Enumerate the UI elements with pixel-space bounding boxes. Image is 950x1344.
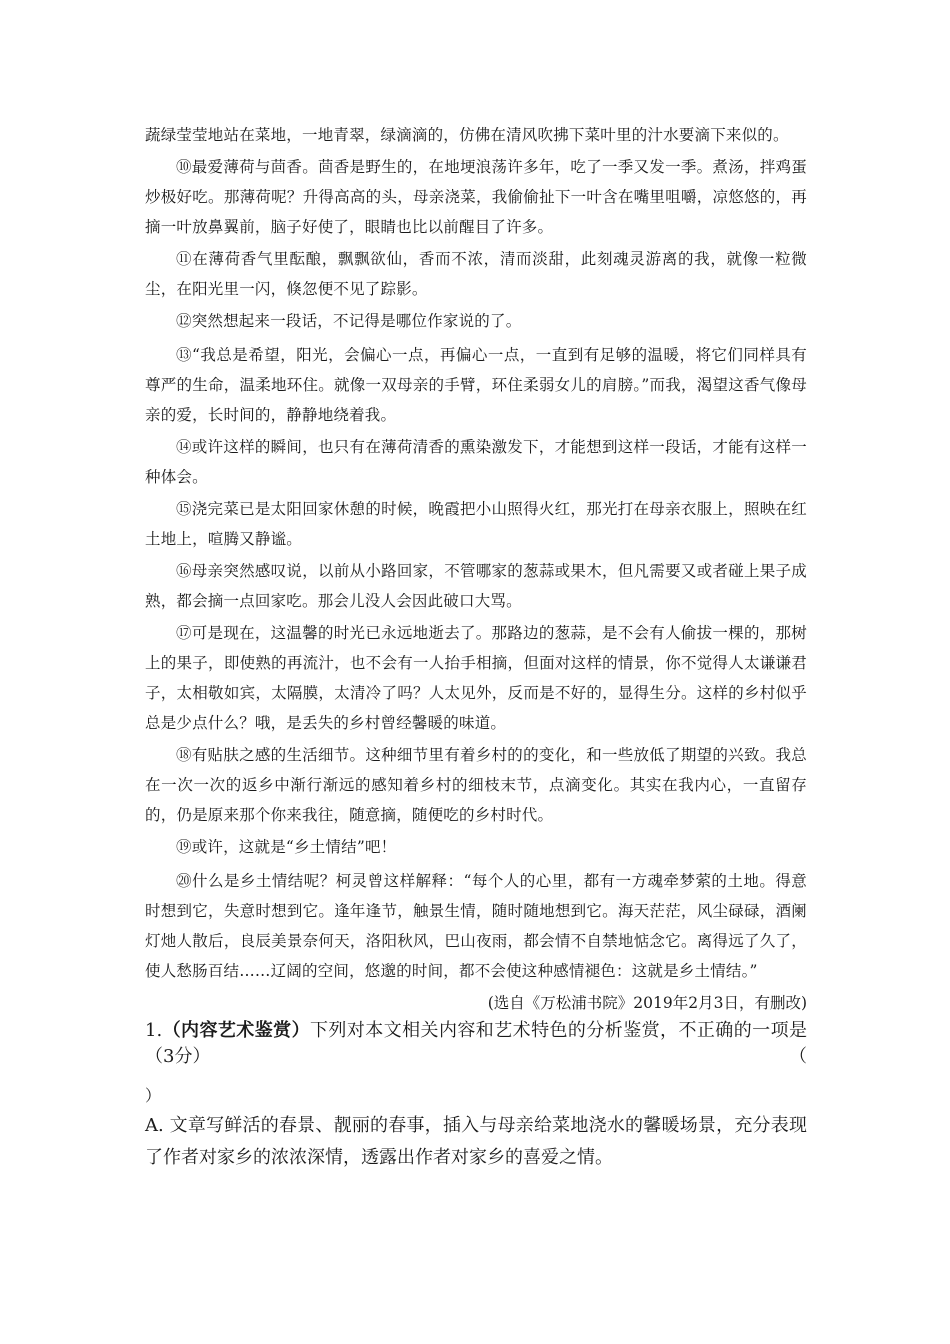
question-number: 1. xyxy=(145,1020,163,1041)
question-1-stem-line xyxy=(145,1018,807,1070)
answer-paren-open: （ xyxy=(789,1046,807,1067)
paragraph-14: ⑭或许这样的瞬间，也只有在薄荷清香的熏染激发下，才能想到这样一段话，才能有这样一种体会。 xyxy=(145,438,807,486)
paragraph-15: ⑮浇完菜已是太阳回家休憩的时候，晚霞把小山照得火红，那光打在母亲衣服上，照映在红土地上，喧腾又静谧。 xyxy=(145,500,807,548)
paragraph-19: ⑲或许，这就是“乡土情结”吧！ xyxy=(176,838,397,856)
question-1 xyxy=(145,1018,807,1174)
paragraph-18: ⑱有贴肤之感的生活细节。这种细节里有着乡村的的变化，和一些放低了期望的兴致。我总在一次一次的返乡中渐行渐远的感知着乡村的细枝末节，点滴变化。其实在我内心，一直留存的，仍是原来那个你来我往，随意摘，随便吃的乡村时代。 xyxy=(145,746,807,824)
source-citation: (选自《万松浦书院》2019年2月3日，有删改) xyxy=(487,994,807,1012)
paragraph-17: ⑰可是现在，这温馨的时光已永远地逝去了。那路边的葱蒜，是不会有人偷拔一棵的，那树上的果子，即使熟的再流汁，也不会有一人抬手相摘，但面对这样的情景，你不觉得人太谦谦君子，太相敬如宾，太隔膜，太清冷了吗？人太见外，反而是不好的，显得生分。这样的乡村似乎总是少点什么？哦，是丢失的乡村曾经馨暖的味道。 xyxy=(145,624,807,732)
question-tag: （内容艺术鉴赏） xyxy=(162,1020,310,1041)
option-a: A. 文章写鲜活的春景、靓丽的春事，插入与母亲给菜地浇水的馨暖场景，充分表现了作者对家乡的浓浓深情，透露出作者对家乡的喜爱之情。 xyxy=(145,1115,807,1168)
paragraph-11: ⑪在薄荷香气里酝酿，飘飘欲仙，香而不浓，清而淡甜，此刻魂灵游离的我，就像一粒微尘，在阳光里一闪，倏忽便不见了踪影。 xyxy=(145,250,807,298)
document-page xyxy=(145,120,807,1174)
paragraph-20: ⑳什么是乡土情结呢？柯灵曾这样解释：“每个人的心里，都有一方魂牵梦萦的土地。得意时想到它，失意时想到它。逢年逢节，触景生情，随时随地想到它。海天茫茫，风尘碌碌，酒阑灯灺人散后，良辰美景奈何天，洛阳秋风，巴山夜雨，都会情不自禁地惦念它。离得远了久了，使人愁肠百结……辽阔的空间，悠邈的时间，都不会使这种感情褪色：这就是乡土情结。” xyxy=(145,872,807,980)
paragraph-13: ⑬“我总是希望，阳光，会偏心一点，再偏心一点，一直到有足够的温暖，将它们同样具有尊严的生命，温柔地环住。就像一双母亲的手臂，环住柔弱女儿的肩膀。”而我，渴望这香气像母亲的爱，长时间的，静静地绕着我。 xyxy=(145,346,807,424)
answer-paren-row xyxy=(145,1046,807,1092)
paragraph-9-tail: 蔬绿莹莹地站在菜地，一地青翠，绿滴滴的，仿佛在清风吹拂下菜叶里的汁水要滴下来似的。 xyxy=(145,126,789,144)
answer-paren-close: ） xyxy=(145,1086,162,1105)
paragraph-16: ⑯母亲突然感叹说，以前从小路回家，不管哪家的葱蒜或果木，但凡需要又或者碰上果子成熟，都会摘一点回家吃。那会儿没人会因此破口大骂。 xyxy=(145,562,807,610)
question-stem: 下列对本文相关内容和艺术特色的分析鉴赏，不正确的一项是（3分） xyxy=(145,1020,808,1067)
paragraph-12: ⑫突然想起来一段话，不记得是哪位作家说的了。 xyxy=(176,312,522,330)
paragraph-10: ⑩最爱薄荷与茴香。茴香是野生的，在地埂浪荡许多年，吃了一季又发一季。煮汤，拌鸡蛋炒极好吃。那薄荷呢？升得高高的头，母亲浇菜，我偷偷扯下一叶含在嘴里咀嚼，凉悠悠的，再摘一叶放鼻翼前，脑子好使了，眼睛也比以前醒目了许多。 xyxy=(145,158,807,236)
